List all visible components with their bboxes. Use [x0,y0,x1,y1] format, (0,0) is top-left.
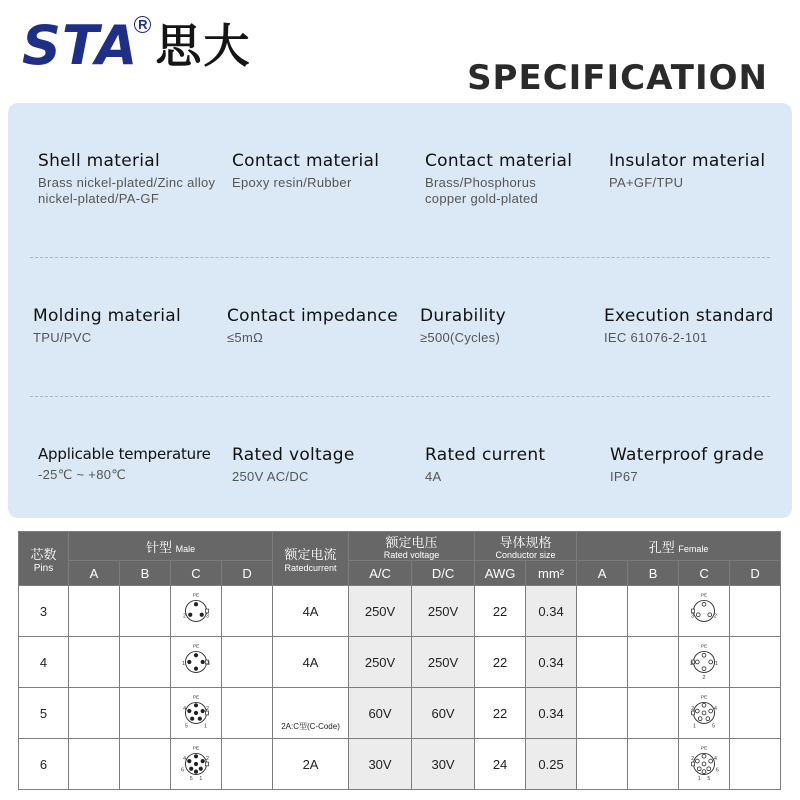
pin-number: 2 [691,705,695,712]
pin-number: 6 [715,767,719,774]
header-mm2: mm² [526,561,577,586]
connector-key [692,609,695,613]
spec-value: Brass/Phosphorus copper gold-plated [425,175,539,206]
male-c-cell [171,586,222,637]
pe-label: PE [192,593,200,599]
female-b-cell [628,637,679,688]
spec-value: TPU/PVC [33,330,92,345]
code-b: B [120,561,171,586]
male-a-cell [69,739,120,790]
spec-item [420,306,600,346]
pe-label: PE [700,695,708,701]
spec-item [38,151,228,207]
female-connector-diagram [682,639,726,683]
header-dc: D/C [412,561,475,586]
female-c-cell [679,688,730,739]
spec-item [610,445,790,485]
header-pins-cn: 芯数 [30,546,57,562]
header-conductor-en: Conductor size [495,550,556,560]
header-conductor-cn: 导体规格 [499,535,552,550]
pin-number: 4 [714,705,717,712]
header-voltage-cn: 额定电压 [385,535,438,550]
pin-contact [201,759,204,762]
awg-cell: 22 [475,688,526,739]
dc-voltage-cell: 250V [412,586,475,637]
spec-value: Brass nickel-plated/Zinc alloy nickel-plated/PA-GF [38,175,216,206]
female-a-cell [577,637,628,688]
header-awg: AWG [475,561,526,586]
current-cell: 2A:C型(C-Code) [273,688,349,739]
spec-item [227,306,417,346]
pin-contact [194,602,197,605]
pin-contact [189,613,192,616]
spec-value: IP67 [610,469,638,484]
spec-item [33,306,223,346]
brand-latin: STA [22,14,139,77]
male-a-cell [69,688,120,739]
male-c-cell [171,688,222,739]
pin-contact [188,660,191,663]
pe-label: PE [192,746,200,752]
pin-number: 1 [693,722,696,729]
header-female [577,532,781,561]
male-c-cell [171,637,222,688]
header-current-en: Ratedcurrent [284,563,337,573]
male-connector-diagram [174,690,218,734]
spec-label: Contact material [425,151,573,171]
divider [30,396,770,397]
pin-number: 4 [183,705,186,712]
male-connector-diagram [174,741,218,785]
connector-key [692,762,695,766]
spec-item [232,151,412,191]
spec-item [38,445,228,483]
female-d-cell [730,739,781,790]
female-c-cell [679,637,730,688]
male-b-cell [120,586,171,637]
male-d-cell [222,586,273,637]
header-female-en: Female [678,543,709,554]
spec-label: Applicable temperature [38,445,211,463]
pin-contact [194,711,197,714]
pin-contact [198,716,201,719]
pin-contact [709,759,713,763]
mm2-cell: 0.25 [526,739,577,790]
pin-contact [702,653,706,657]
brand-chinese: 思大 [155,19,252,73]
pin-contact [697,766,701,770]
pin-contact [194,762,197,765]
pin-contact [695,759,699,763]
pin-number: 5 [189,775,193,782]
pin-contact [200,613,203,616]
pin-number: 2 [206,755,209,762]
male-connector-diagram [174,639,218,683]
awg-cell: 24 [475,739,526,790]
pin-contact [695,660,699,664]
female-b-cell [628,739,679,790]
male-d-cell [222,739,273,790]
connector-key [206,762,209,766]
code-a: A [577,561,628,586]
pin-contact [706,716,710,720]
header-voltage [349,532,475,561]
female-b-cell [628,688,679,739]
spec-item [425,151,575,207]
code-a: A [69,561,120,586]
female-c-cell [679,739,730,790]
pin-contact [189,767,192,770]
female-connector-diagram [682,588,726,632]
pin-number: 1 [199,775,203,782]
pin-contact [194,703,197,706]
spec-value: IEC 61076-2-101 [604,330,708,345]
male-b-cell [120,688,171,739]
pin-number: 2 [183,613,186,620]
pin-number: 5 [184,722,188,729]
header-male-en: Male [175,543,196,554]
pin-number: 1 [204,722,208,729]
dc-voltage-cell: 60V [412,688,475,739]
header-male-cn: 针型 [145,539,172,555]
header-current [273,532,349,586]
table-row [19,637,781,688]
pin-contact [696,612,700,616]
brand-logo [22,14,252,77]
spec-value: ≥500(Cycles) [420,330,501,345]
spec-item [232,445,412,485]
pin-contact [709,709,713,713]
spec-item [604,306,790,346]
pin-contact [188,759,191,762]
table-row [19,586,781,637]
pin-number: 1 [182,660,186,667]
female-d-cell [730,586,781,637]
header-conductor [475,532,577,561]
pin-contact [702,769,706,773]
spec-value: 4A [425,469,442,484]
pin-contact [194,666,197,669]
header-voltage-en: Rated voltage [383,550,440,560]
pin-contact [698,716,702,720]
pin-contact [702,754,706,758]
current-cell: 2A [273,739,349,790]
spec-label: Molding material [33,306,182,326]
pin-contact [201,709,204,712]
male-b-cell [120,637,171,688]
mm2-cell: 0.34 [526,688,577,739]
ac-voltage-cell: 250V [349,586,412,637]
ac-voltage-cell: 60V [349,688,412,739]
pin-contact [188,709,191,712]
spec-value: PA+GF/TPU [609,175,684,190]
pin-contact [702,762,706,766]
pin-number: 3 [206,660,210,667]
female-connector-diagram [682,741,726,785]
male-b-cell [120,739,171,790]
pins-cell: 5 [19,688,69,739]
pin-contact [190,716,193,719]
male-a-cell [69,586,120,637]
code-d: D [222,561,273,586]
code-b: B [628,561,679,586]
code-c: C [171,561,222,586]
header-male [69,532,273,561]
pin-contact [707,766,711,770]
dc-voltage-cell: 30V [412,739,475,790]
pin-spec-table [18,531,781,790]
pin-contact [194,653,197,656]
pin-contact [194,769,197,772]
ac-voltage-cell: 250V [349,637,412,688]
awg-cell: 22 [475,637,526,688]
pe-label: PE [192,644,200,650]
pe-label: PE [700,593,708,599]
pin-number: 3 [206,613,209,620]
registered-mark: R [134,16,151,33]
female-a-cell [577,586,628,637]
pin-contact [199,767,202,770]
male-d-cell [222,637,273,688]
male-c-cell [171,739,222,790]
spec-label: Rated voltage [232,445,355,465]
code-d: D [730,561,781,586]
female-c-cell [679,586,730,637]
pin-number: 5 [707,775,711,782]
spec-item [609,151,789,191]
pin-contact [702,703,706,707]
current-cell: 4A [273,637,349,688]
mm2-cell: 0.34 [526,586,577,637]
male-a-cell [69,637,120,688]
spec-value: Epoxy resin/Rubber [232,175,352,190]
spec-panel [8,103,792,518]
pin-contact [702,666,706,670]
spec-value: ≤5mΩ [227,330,264,345]
mm2-cell: 0.34 [526,637,577,688]
pe-label: PE [192,695,200,701]
female-a-cell [577,688,628,739]
pin-contact [695,709,699,713]
header-pins-en: Pins [33,562,54,574]
pin-contact [708,612,712,616]
female-d-cell [730,688,781,739]
spec-value: 250V AC/DC [232,469,309,484]
spec-value: -25℃ ~ +80℃ [38,467,127,482]
pin-number: 3 [690,660,694,667]
female-b-cell [628,586,679,637]
pins-cell: 3 [19,586,69,637]
pin-number: 3 [691,613,695,620]
spec-item [425,445,605,485]
header-female-cn: 孔型 [648,539,675,555]
spec-label: Contact impedance [227,306,398,326]
dc-voltage-cell: 250V [412,637,475,688]
pin-contact [201,660,204,663]
header-pins [19,532,69,586]
connector-key [206,609,209,613]
pins-cell: 4 [19,637,69,688]
spec-label: Execution standard [604,306,774,326]
awg-cell: 22 [475,586,526,637]
pin-number: 2 [702,674,706,681]
pin-number: 1 [697,775,701,782]
page-title: SPECIFICATION [467,58,768,98]
spec-label: Contact material [232,151,380,171]
male-d-cell [222,688,273,739]
female-d-cell [730,637,781,688]
spec-label: Insulator material [609,151,766,171]
spec-label: Rated current [425,445,546,465]
pin-number: 4 [714,755,717,762]
spec-label: Waterproof grade [610,445,765,465]
spec-label: Durability [420,306,506,326]
pin-contact [702,602,706,606]
pin-contact [709,660,713,664]
header-ac: A/C [349,561,412,586]
divider [30,257,770,258]
ac-voltage-cell: 30V [349,739,412,790]
pin-contact [702,711,706,715]
pin-number: 1 [715,660,718,667]
female-a-cell [577,739,628,790]
pin-contact [194,754,197,757]
pins-cell: 6 [19,739,69,790]
pin-number: 2 [691,755,695,762]
table-row [19,739,781,790]
pe-label: PE [700,644,708,650]
pe-label: PE [700,746,708,752]
table-row [19,688,781,739]
pin-number: 5 [712,722,716,729]
code-c: C [679,561,730,586]
pin-number: 4 [183,755,186,762]
header-current-cn: 额定电流 [284,547,337,562]
spec-label: Shell material [38,151,161,171]
female-connector-diagram [682,690,726,734]
current-cell: 4A [273,586,349,637]
pin-number: 2 [206,705,209,712]
pin-number: 2 [714,613,717,620]
pin-number: 6 [181,767,185,774]
male-connector-diagram [174,588,218,632]
